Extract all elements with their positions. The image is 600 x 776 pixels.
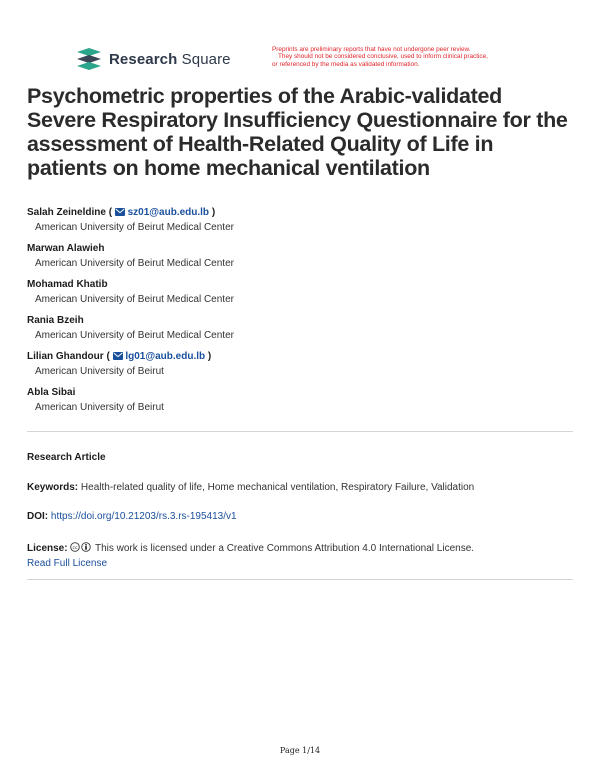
article-type-label: Research Article — [27, 452, 106, 463]
keywords — [27, 482, 573, 493]
disclaimer-line: Preprints are preliminary reports that have not undergone peer review. — [272, 46, 471, 53]
author-name: Lilian Ghandour — [27, 351, 104, 362]
disclaimer-line: They should not be considered conclusive, used to inform clinical practice, — [278, 53, 488, 61]
author-email-link[interactable] — [113, 351, 208, 362]
author-item — [27, 386, 567, 422]
research-square-logo-icon — [75, 48, 103, 70]
author-affiliation: American University of Beirut Medical Center — [35, 258, 234, 269]
keywords-value: Health-related quality of life, Home mechanical ventilation, Respiratory Failure, Validation — [80, 482, 475, 493]
author-affiliation: American University of Beirut — [35, 402, 164, 413]
disclaimer-line: or referenced by the media as validated information. — [272, 60, 420, 68]
author-name-line: Lilian Ghandour ( lg01@aub.edu.lb ) — [27, 351, 212, 362]
read-full-license-link[interactable]: Read Full License — [27, 558, 108, 569]
author-item — [27, 242, 567, 278]
author-affiliation: American University of Beirut Medical Center — [35, 222, 234, 233]
svg-text:cc: cc — [72, 546, 78, 551]
doi-link[interactable]: https://doi.org/10.21203/rs.3.rs-195413/v1 — [50, 511, 237, 522]
author-name: Salah Zeineldine — [27, 207, 106, 218]
author-item — [27, 350, 567, 386]
doi-label: DOI: — [27, 511, 49, 522]
page-number: Page 1/14 — [279, 746, 321, 755]
logo-text-bold: Research — [109, 50, 178, 68]
author-email: lg01@aub.edu.lb — [125, 351, 206, 362]
header — [0, 0, 600, 80]
author-name-line: Salah Zeineldine ( sz01@aub.edu.lb ) — [27, 207, 216, 218]
paper-title: Psychometric properties of the Arabic-validated Severe Respiratory Insufficiency Questionnaire for the assessment of Health-Related Quality of Life in patients on home mechanical ventilation — [27, 84, 568, 180]
author-item — [27, 314, 567, 350]
keywords-label: Keywords: — [27, 482, 79, 493]
research-square-logo[interactable] — [75, 48, 231, 70]
author-name: Abla Sibai — [27, 387, 76, 398]
mail-icon — [113, 352, 123, 360]
license-text: This work is licensed under a Creative Commons Attribution 4.0 International License. — [94, 543, 475, 554]
author-affiliation: American University of Beirut Medical Center — [35, 294, 234, 305]
mail-icon — [115, 208, 125, 216]
author-affiliation: American University of Beirut — [35, 366, 164, 377]
author-item — [27, 206, 567, 242]
author-email: sz01@aub.edu.lb — [127, 207, 210, 218]
author-item — [27, 278, 567, 314]
author-affiliation: American University of Beirut Medical Center — [35, 330, 234, 341]
license-label: License: — [27, 543, 68, 554]
author-name: Rania Bzeih — [27, 315, 84, 326]
author-name: Mohamad Khatib — [27, 279, 108, 290]
logo-text-rest: Square — [181, 50, 231, 68]
logo-text — [109, 51, 231, 68]
preprint-disclaimer — [272, 46, 542, 68]
license — [27, 541, 573, 571]
creative-commons-icon — [70, 542, 92, 552]
author-name: Marwan Alawieh — [27, 243, 105, 254]
doi — [27, 511, 573, 522]
author-email-link[interactable] — [115, 207, 212, 218]
article-type — [27, 452, 573, 463]
divider — [27, 431, 573, 432]
divider — [27, 579, 573, 580]
author-list — [27, 206, 567, 422]
